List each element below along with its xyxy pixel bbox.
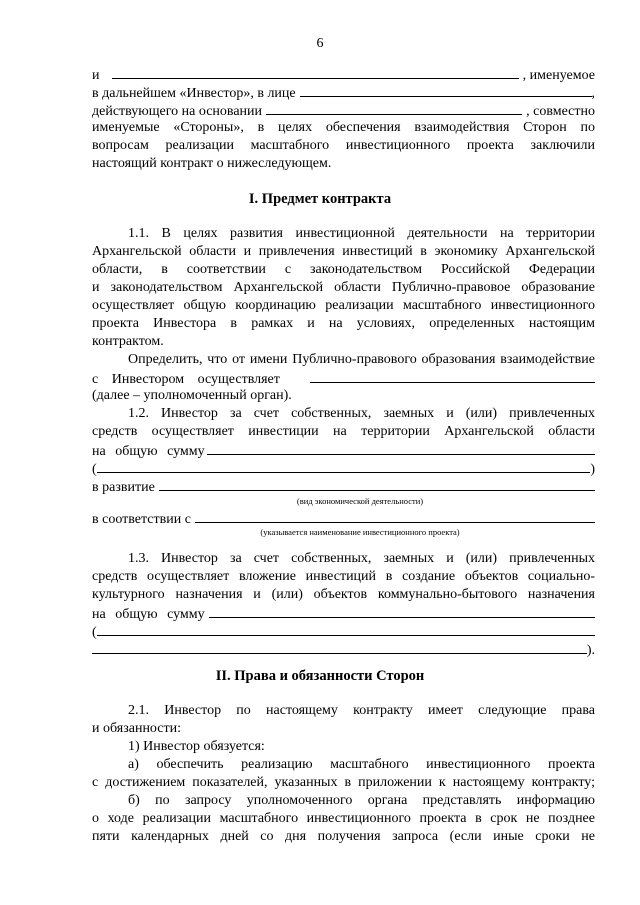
project-name-blank — [195, 510, 595, 523]
p11-line: проекта Инвестора в рамках и на условиях, определенных настоящим — [92, 316, 595, 331]
p12-line-2: средств осуществляет инвестиции на территории Архангельской области — [92, 424, 595, 439]
p12-line-1: 1.2. Инвестор за счет собственных, заемных и (или) привлеченных — [128, 406, 595, 421]
section-2-heading: II. Права и обязанности Сторон — [215, 668, 425, 684]
p21-a-line-2: с достижением показателей, указанных в приложении к настоящему контракту; — [92, 775, 595, 790]
p13-text: ( — [92, 625, 97, 640]
p11-line: Архангельской области и привлечения инвестиций в экономику Архангельской — [92, 244, 595, 259]
p21-line-2: и обязанности: — [92, 721, 181, 736]
intro-text: в дальнейшем «Инвестор», в лице — [92, 86, 296, 101]
intro-line-2 — [92, 84, 595, 102]
authorized-body-blank — [310, 370, 595, 383]
p13-text: ). — [586, 643, 595, 658]
intro-text: , именуемое — [522, 68, 595, 83]
determine-text: с Инвестором осуществляет — [92, 372, 280, 387]
p12-line-5 — [92, 478, 595, 496]
sum-in-words-blank — [97, 460, 591, 473]
determine-line-1: Определить, что от имени Публично-правового образования взаимодействие — [128, 352, 595, 367]
p11-line: осуществляет общую координацию реализации масштабного инвестиционного — [92, 298, 595, 313]
p13-line: культурного назначения и (или) объектов коммунально-бытового назначения — [92, 587, 595, 602]
social-sum-words-blank-2 — [92, 641, 587, 654]
p21-b-line-3: пяти календарных дней со дня получения запроса (если иные сроки не — [92, 829, 595, 844]
intro-text: действующего на основании — [92, 104, 263, 119]
p12-text: в развитие — [92, 480, 155, 495]
p11-line: 1.1. В целях развития инвестиционной деятельности на территории — [128, 226, 595, 241]
page-number: 6 — [316, 36, 324, 51]
p13-line-4 — [92, 605, 595, 623]
p11-line: области, в соответствии с законодательством Российской Федерации — [92, 262, 595, 277]
p11-line: контрактом. — [92, 334, 164, 349]
project-name-caption: (указывается наименование инвестиционного проекта) — [260, 527, 460, 537]
investor-name-blank — [112, 66, 519, 79]
p13-line-6 — [92, 641, 595, 659]
p12-text: ) — [590, 462, 595, 477]
intro-line-3 — [92, 102, 595, 120]
p21-sub-1: 1) Инвестор обязуется: — [128, 739, 265, 754]
intro-text: , совместно — [526, 104, 595, 119]
intro-line-1 — [92, 66, 595, 84]
p13-text: на общую сумму — [92, 607, 205, 622]
p12-line-6 — [92, 510, 595, 528]
p12-line-4 — [92, 460, 595, 478]
activity-type-blank — [159, 478, 595, 491]
representative-blank — [300, 84, 592, 97]
investment-sum-blank — [207, 442, 595, 455]
p21-b-line-2: о ходе реализации масштабного инвестиционного проекта в срок не позднее — [92, 811, 595, 826]
intro-line-4: именуемые «Стороны», в целях обеспечения взаимодействия Сторон по — [92, 120, 595, 135]
p12-line-3 — [92, 442, 595, 460]
p11-line: и законодательством Архангельской области Публично-правовое образование — [92, 280, 595, 295]
determine-line-2 — [92, 370, 595, 388]
p12-text: ( — [92, 462, 97, 477]
p12-text: в соответствии с — [92, 512, 191, 527]
determine-line-3: (далее – уполномоченный орган). — [92, 388, 292, 403]
intro-text: , — [591, 86, 595, 101]
intro-line-5: вопросам реализации масштабного инвестиционного проекта заключили — [92, 138, 595, 153]
p21-line-1: 2.1. Инвестор по настоящему контракту имеет следующие права — [128, 703, 595, 718]
basis-blank — [266, 102, 522, 115]
social-sum-blank — [209, 605, 595, 618]
social-sum-words-blank — [97, 623, 595, 636]
p21-b-line-1: б) по запросу уполномоченного органа представлять информацию — [128, 793, 595, 808]
p13-line: 1.3. Инвестор за счет собственных, заемных и (или) привлеченных — [128, 551, 595, 566]
p12-text: на общую сумму — [92, 444, 205, 459]
p21-a-line-1: а) обеспечить реализацию масштабного инвестиционного проекта — [128, 757, 595, 772]
intro-text: и — [92, 68, 100, 83]
p13-line-5 — [92, 623, 595, 641]
intro-line-6: настоящий контракт о нижеследующем. — [92, 156, 332, 171]
p13-line: средств осуществляет вложение инвестиций в создание объектов социально- — [92, 569, 595, 584]
activity-type-caption: (вид экономической деятельности) — [296, 496, 424, 506]
section-1-heading: I. Предмет контракта — [248, 191, 392, 207]
